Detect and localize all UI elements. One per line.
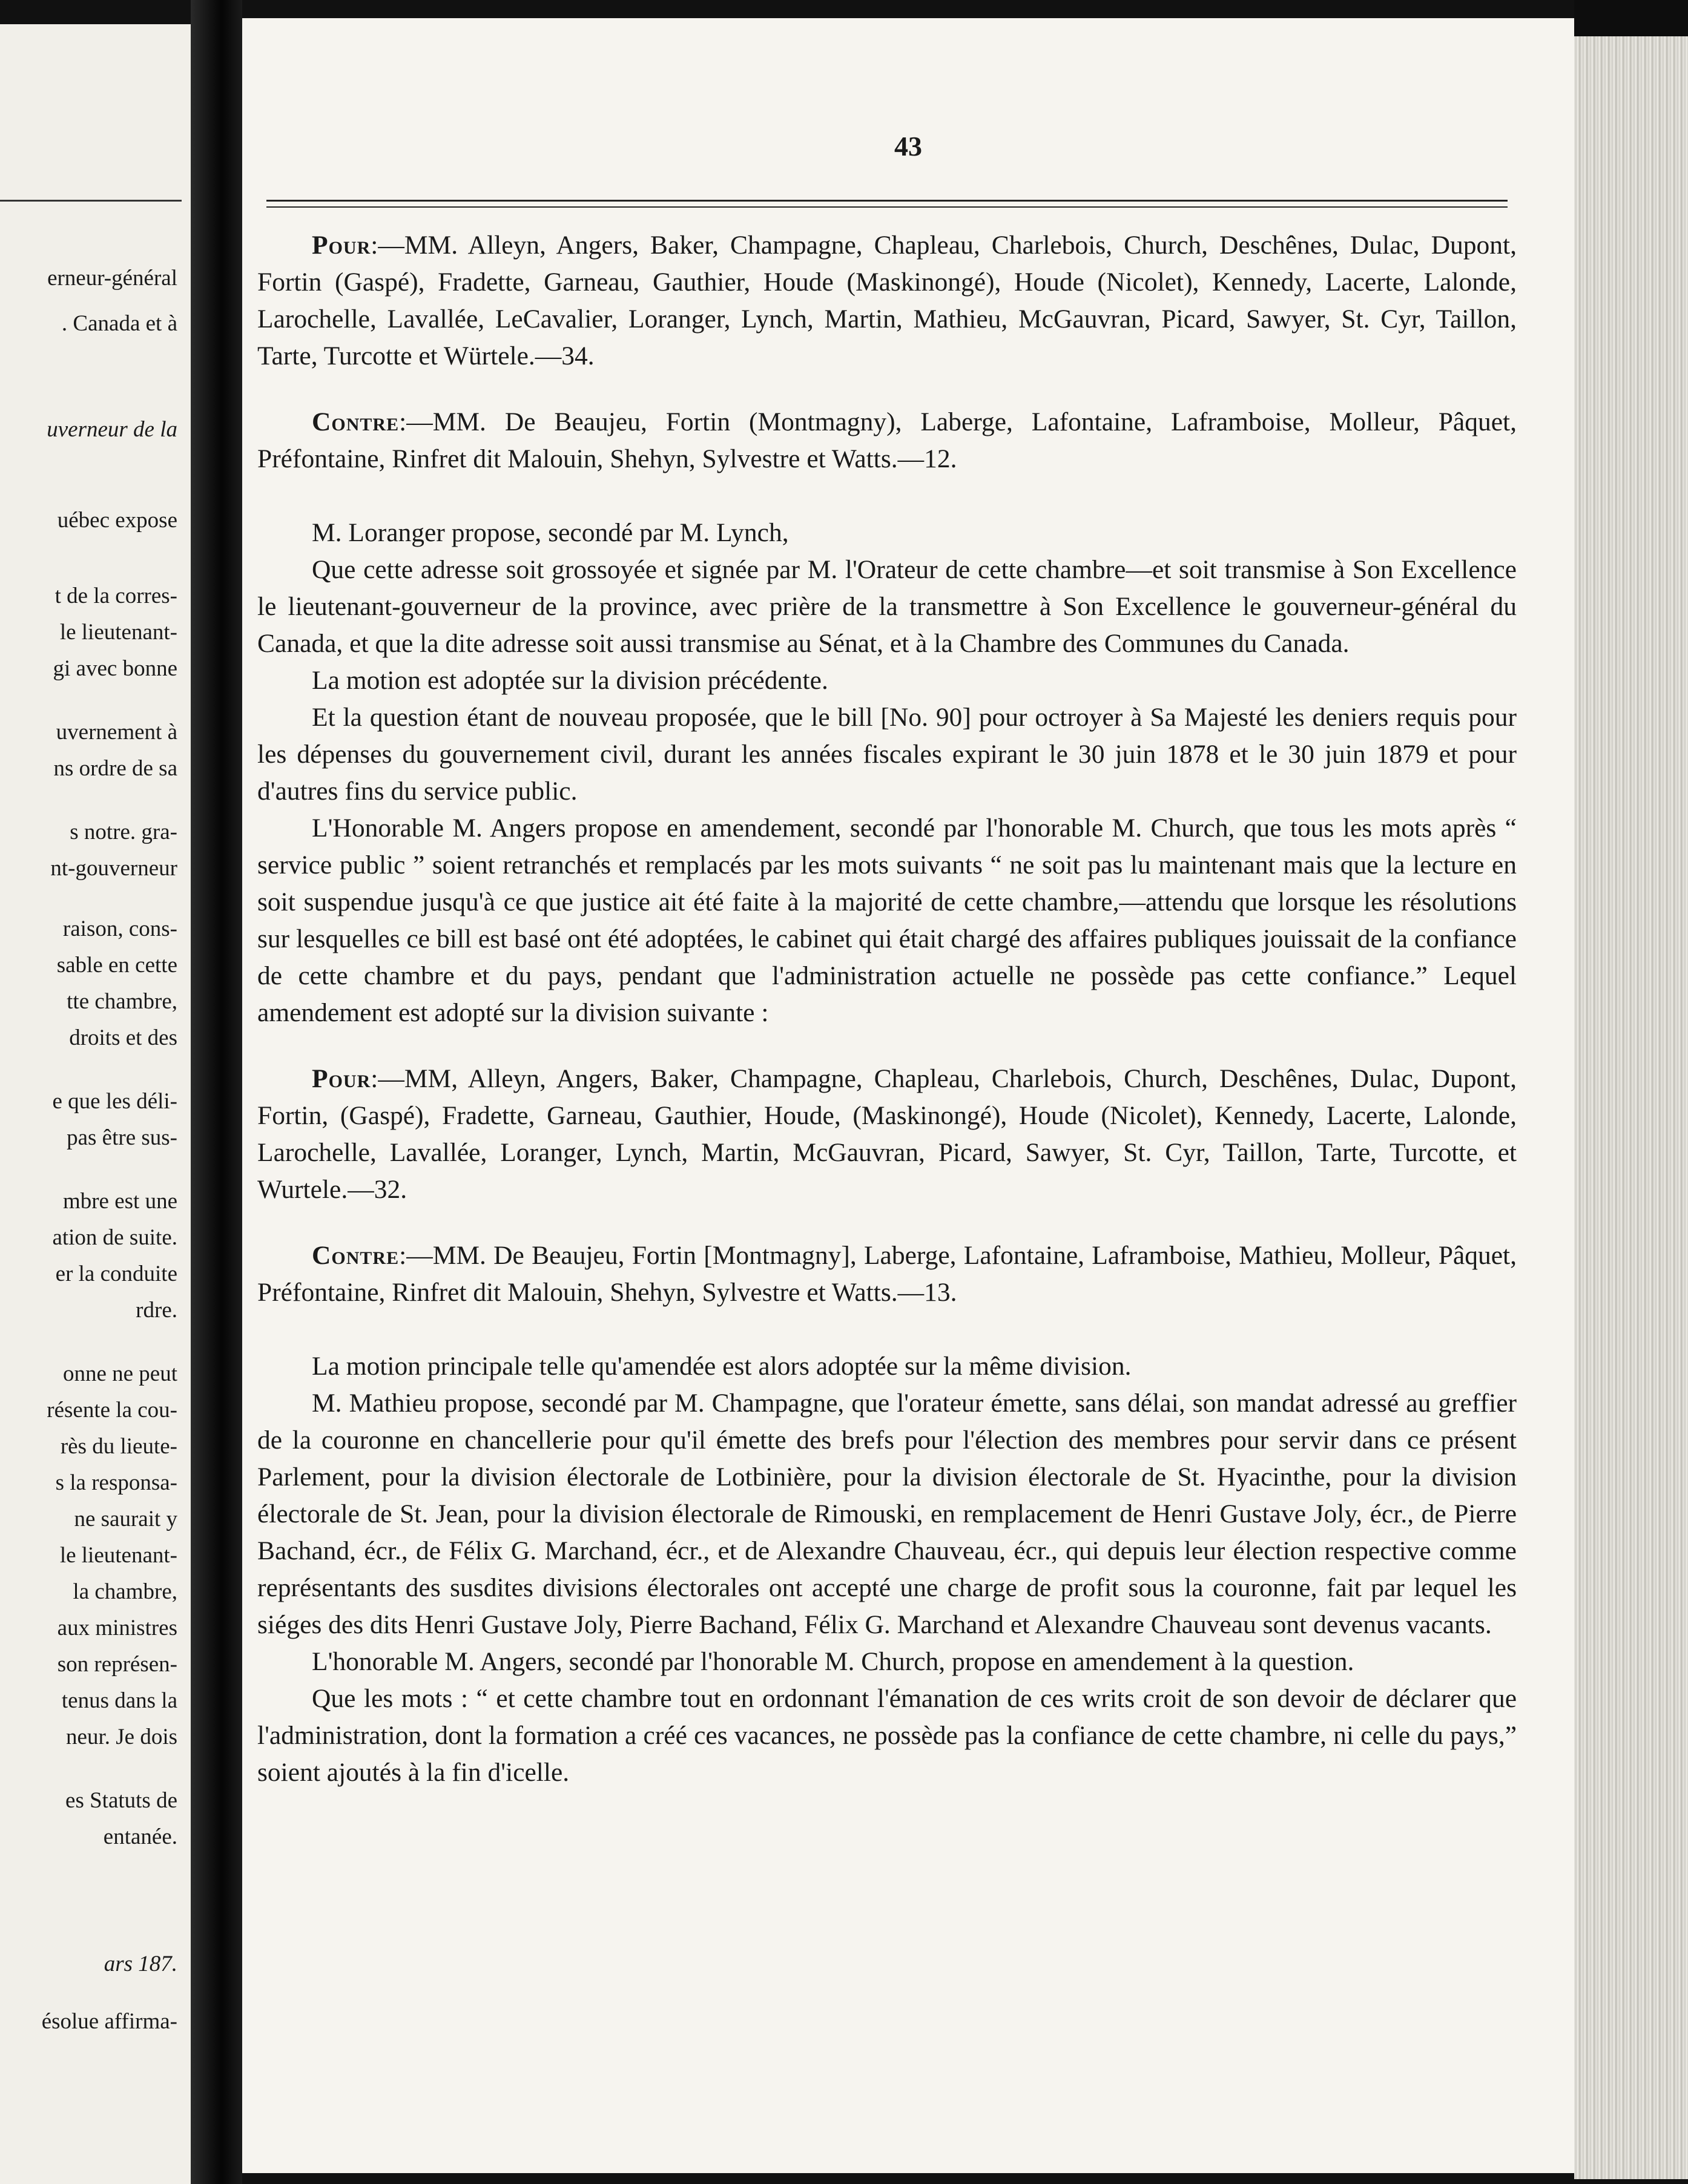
paragraph-que-les-mots: Que les mots : “ et cette chambre tout en ordonnant l'émanation de ces writs croit de son devoir de déclarer que l'administration, dont la formation a créé ces vacances, ne possède pas la confiance de cette chambre, ni celle du pays,” soient ajoutés à la fin d'icelle. [257, 1684, 1517, 1787]
facing-line: . Canada et à [61, 311, 177, 336]
vote-pour-1 [257, 227, 1517, 375]
facing-line: sable en cette [56, 953, 177, 978]
vote-contre-1 [257, 404, 1517, 478]
vote-pour-2 [257, 1061, 1517, 1208]
facing-line: droits et des [69, 1025, 177, 1050]
paragraph-angers-amendement-2: L'honorable M. Angers, secondé par l'honorable M. Church, propose en amendement à la question. [312, 1647, 1354, 1676]
facing-line: e que les déli- [52, 1089, 177, 1114]
paragraph-motion-adoptee: La motion est adoptée sur la division précédente. [312, 666, 828, 695]
facing-line: s notre. gra- [70, 820, 177, 844]
paragraph-loranger-motion: M. Loranger propose, secondé par M. Lynch, [312, 518, 789, 547]
facing-line: uébec expose [57, 508, 177, 533]
vote-names: :—MM. De Beaujeu, Fortin (Montmagny), Laberge, Lafontaine, Laframboise, Molleur, Pâquet, Préfontaine, Rinfret dit Malouin, Shehyn, Sylvestre et Watts.—12. [257, 407, 1517, 473]
page-number: 43 [894, 131, 922, 162]
header-rule-bottom [266, 206, 1508, 208]
facing-line: ésolue affirma- [41, 2009, 177, 2034]
facing-page-rule [0, 200, 182, 202]
facing-line: neur. Je dois [66, 1725, 177, 1749]
facing-line: ne saurait y [74, 1507, 177, 1531]
main-page [242, 18, 1574, 2173]
facing-line: entanée. [103, 1824, 177, 1849]
facing-line: aux ministres [57, 1616, 177, 1640]
background-corner [1574, 0, 1688, 36]
page-body [257, 227, 1517, 1791]
page-edges [1574, 36, 1688, 2179]
paragraph-adresse: Que cette adresse soit grossoyée et signée par M. l'Orateur de cette chambre—et soit transmise à Son Excellence le lieutenant-gouverneur de la province, avec prière de la transmettre à Son Excellence le gouverneur-général du Canada, et que la dite adresse soit aussi transmise au Sénat, et à la Chambre des Communes du Canada. [257, 555, 1517, 658]
facing-line: onne ne peut [62, 1361, 177, 1386]
header-rule-top [266, 200, 1508, 202]
facing-line: rdre. [136, 1298, 177, 1323]
paragraph-angers-amendement: L'Honorable M. Angers propose en amendement, secondé par l'honorable M. Church, que tous les mots après “ service public ” soient retranchés et remplacés par les mots suivants “ ne soit pas lu maintenant mais que la lecture en soit suspendue jusqu'à ce que justice ait été faite à la majorité de cette chambre,—attendu que lorsque les résolutions sur lesquelles ce bill est basé ont été adoptées, le cabinet qui était chargé des affaires publiques jouissait de la confiance de cette chambre et du pays, pendant que l'administration actuelle ne possède pas cette confiance.” Lequel amendement est adopté sur la division suivante : [257, 814, 1517, 1027]
facing-line: uverneur de la [47, 417, 177, 442]
facing-line: ars 187. [104, 1952, 177, 1976]
facing-line: le lieutenant- [59, 1543, 177, 1568]
facing-line: s la responsa- [55, 1470, 177, 1495]
facing-line: son représen- [57, 1652, 177, 1677]
vote-label: Contre [312, 1241, 400, 1270]
facing-line: tte chambre, [67, 989, 177, 1014]
vote-label: Pour [312, 231, 371, 260]
facing-line: résente la cou- [47, 1398, 177, 1423]
vote-names: :—MM, Alleyn, Angers, Baker, Champagne, Chapleau, Charlebois, Church, Deschênes, Dulac, Dupont, Fortin, (Gaspé), Fradette, Garneau, Gauthier, Houde, (Maskinongé), Houde (Nicolet), Kennedy, Lacerte, Lalonde, Larochelle, Lavallée, Loranger, Lynch, Martin, McGauvran, Picard, Sawyer, St. Cyr, Taillon, Tarte, Turcotte, et Wurtele.—32. [257, 1064, 1517, 1204]
facing-line: gi avec bonne [53, 656, 177, 681]
facing-line: ation de suite. [52, 1225, 177, 1250]
facing-line: ns ordre de sa [53, 756, 177, 781]
facing-line: le lieutenant- [59, 620, 177, 645]
facing-line: rès du lieute- [60, 1434, 177, 1459]
facing-line: pas être sus- [67, 1125, 177, 1150]
facing-line: t de la corres- [54, 584, 177, 608]
facing-page [0, 24, 191, 2184]
facing-line: tenus dans la [61, 1688, 177, 1713]
facing-line: es Statuts de [65, 1788, 177, 1813]
vote-names: :—MM. De Beaujeu, Fortin [Montmagny], Laberge, Lafontaine, Laframboise, Mathieu, Molleur, Pâquet, Préfontaine, Rinfret dit Malouin, Shehyn, Sylvestre et Watts.—13. [257, 1241, 1517, 1307]
facing-line: raison, cons- [62, 916, 177, 941]
facing-line: la chambre, [73, 1579, 177, 1604]
vote-contre-2 [257, 1237, 1517, 1311]
vote-label: Contre [312, 407, 400, 436]
facing-line: nt-gouverneur [50, 856, 177, 881]
paragraph-motion-principale: La motion principale telle qu'amendée est alors adoptée sur la même division. [312, 1352, 1132, 1381]
facing-line: erneur-général [47, 266, 177, 291]
vote-label: Pour [312, 1064, 371, 1093]
book-gutter [191, 0, 242, 2184]
paragraph-question-bill: Et la question étant de nouveau proposée, que le bill [No. 90] pour octroyer à Sa Majesté les deniers requis pour les dépenses du gouvernement civil, durant les années fiscales expirant le 30 juin 1878 et le 30 juin 1879 et pour d'autres fins du service public. [257, 703, 1517, 806]
facing-line: er la conduite [55, 1261, 177, 1286]
vote-names: :—MM. Alleyn, Angers, Baker, Champagne, Chapleau, Charlebois, Church, Deschênes, Dulac, Dupont, Fortin (Gaspé), Fradette, Garneau, Gauthier, Houde (Maskinongé), Houde (Nicolet), Kennedy, Lacerte, Lalonde, Larochelle, Lavallée, LeCavalier, Loranger, Lynch, Martin, Mathieu, McGauvran, Picard, Sawyer, St. Cyr, Taillon, Tarte, Turcotte et Würtele.—34. [257, 231, 1517, 370]
facing-line: mbre est une [62, 1189, 177, 1214]
facing-line: uvernement à [56, 720, 177, 745]
paragraph-mathieu-motion: M. Mathieu propose, secondé par M. Champagne, que l'orateur émette, sans délai, son mandat adressé au greffier de la couronne en chancellerie pour qu'il émette des brefs pour l'élection des membres pour servir dans ce présent Parlement, pour la division électorale de Lotbinière, pour la division électorale de St. Hyacinthe, pour la division électorale de St. Jean, pour la division électorale de Rimouski, en remplacement de Henri Gustave Joly, écr., de Pierre Bachand, écr., de Félix G. Marchand, écr., et de Alexandre Chauveau, écr., qui depuis leur élection respective comme représentants des susdites divisions électorales ont accepté une charge de profit sous la couronne, fait par lequel les siéges des dits Henri Gustave Joly, Pierre Bachand, Félix G. Marchand et Alexandre Chauveau sont devenus vacants. [257, 1389, 1517, 1639]
